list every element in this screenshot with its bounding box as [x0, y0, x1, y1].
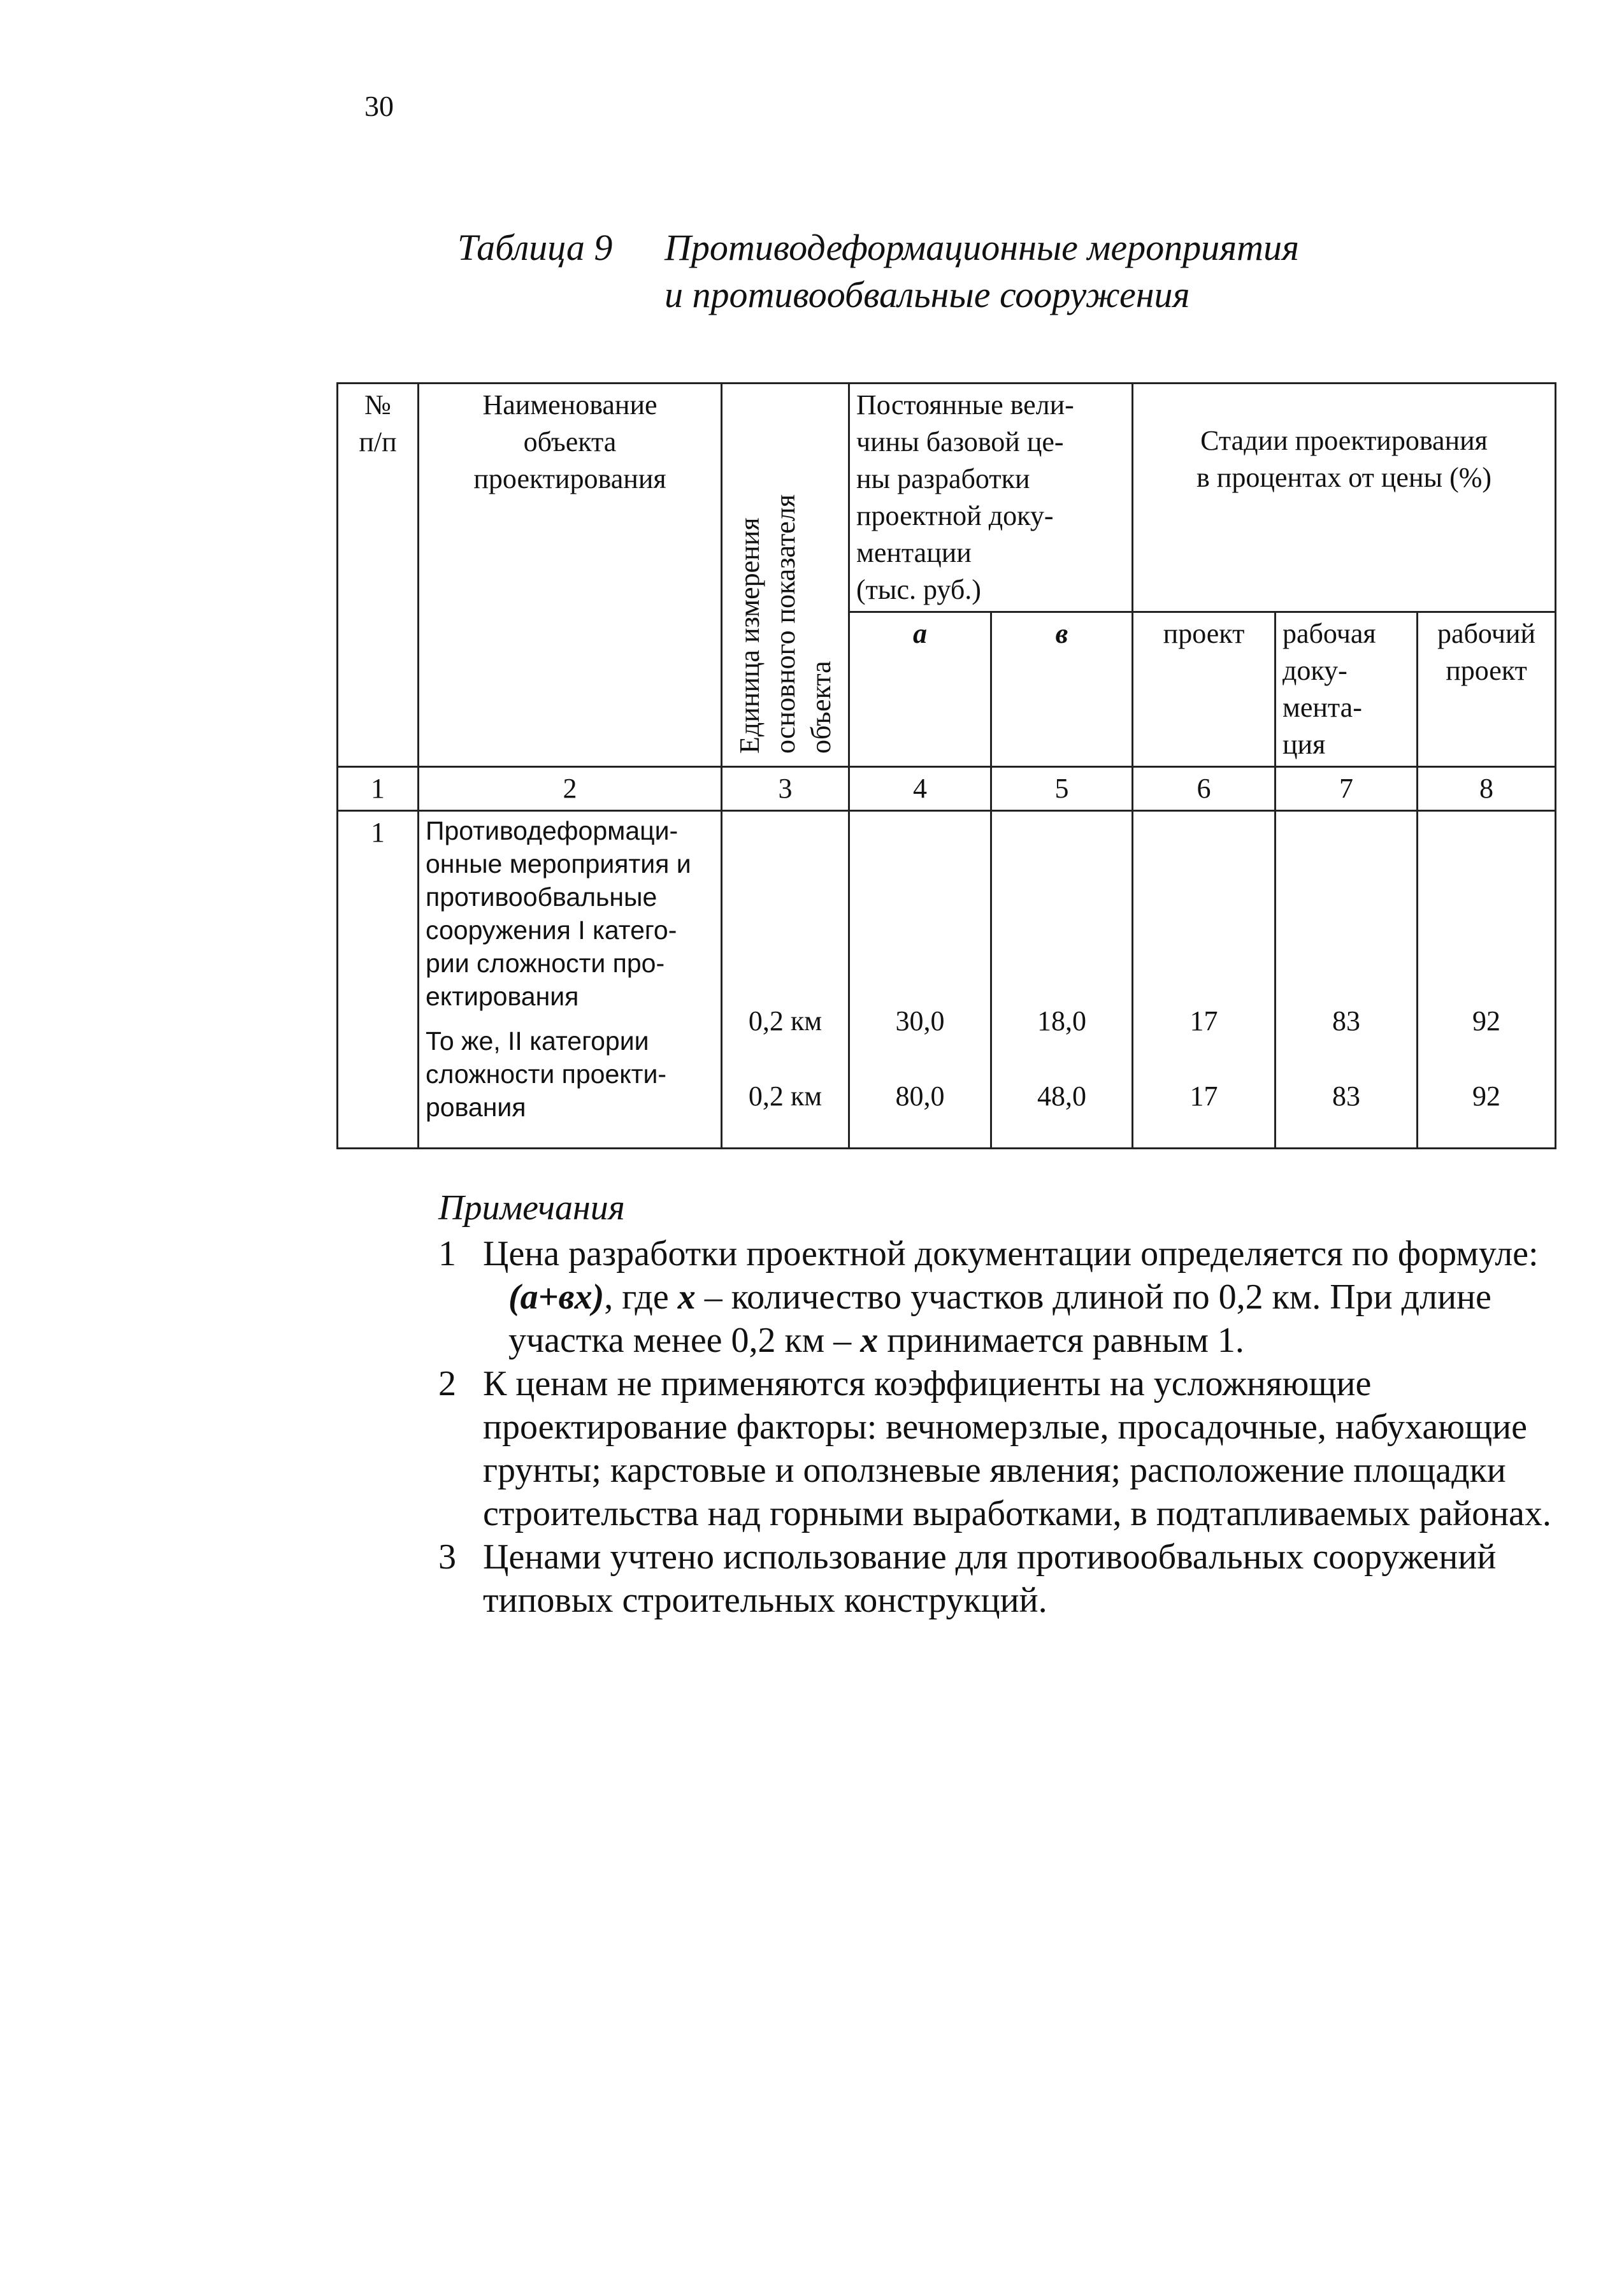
formula-expression: (а+вх) [508, 1277, 605, 1317]
row-object-names [419, 811, 722, 1149]
col-number-6: 6 [1133, 767, 1275, 811]
header-working-project: рабочий проект [1418, 612, 1556, 767]
table-label: Таблица 9 [457, 227, 613, 268]
formula-where: , где [604, 1277, 669, 1317]
note-2 [438, 1362, 1560, 1535]
row-working-project [1418, 811, 1556, 1149]
header-row-1 [338, 384, 1556, 612]
col-number-7: 7 [1275, 767, 1418, 811]
note-1-text: Цена разработки проектной документации определяется по формуле: [483, 1234, 1539, 1274]
formula-description: – количество участков длиной по 0,2 км. При длине участка менее 0,2 км – [508, 1277, 1491, 1360]
page-number: 30 [364, 90, 394, 122]
project-category-2: 17 [1189, 1080, 1218, 1112]
object-name-category-1: Противодеформаци- онные мероприятия и противообвальные сооружения I катего- рии сложности про- ектирования [426, 816, 691, 1011]
row-b [991, 811, 1133, 1149]
b-category-2: 48,0 [1037, 1080, 1086, 1112]
header-design-stages: Стадии проектирования в процентах от цены (%) [1133, 384, 1556, 612]
title-line-2: и противообвальные сооружения [665, 274, 1190, 315]
col-number-2: 2 [419, 767, 722, 811]
notes-title: Примечания [438, 1188, 625, 1228]
unit-category-1: 0,2 км [748, 1005, 823, 1037]
note-3-number: 3 [438, 1537, 456, 1577]
column-numbers-row [338, 767, 1556, 811]
header-number: № п/п [338, 384, 419, 767]
working-docs-category-2: 83 [1332, 1080, 1360, 1112]
note-2-text: К ценам не применяются коэффициенты на усложняющие проектирование факторы: вечномерзлые, просадочные, набухающие грунты; карстовые и оползневые явления; расположение площадки строительства над горными выработками, в подтапливаемых районах. [483, 1364, 1551, 1533]
col-number-1: 1 [338, 767, 419, 811]
header-a: а [849, 612, 991, 767]
title-line-1: Противодеформационные мероприятия [665, 227, 1299, 268]
header-object-name: Наименование объекта проектирования [419, 384, 722, 767]
table-row [338, 811, 1556, 1149]
col-number-4: 4 [849, 767, 991, 811]
working-docs-category-1: 83 [1332, 1005, 1360, 1037]
formula-x-2: х [860, 1321, 879, 1360]
col-number-5: 5 [991, 767, 1133, 811]
header-working-docs: рабочая доку- мента- ция [1275, 612, 1418, 767]
note-3 [438, 1535, 1560, 1622]
row-unit [722, 811, 849, 1149]
note-2-number: 2 [438, 1364, 456, 1403]
working-project-category-1: 92 [1472, 1005, 1501, 1037]
notes-section [438, 1186, 1560, 1622]
row-working-docs [1275, 811, 1418, 1149]
header-unit [722, 384, 849, 767]
col-number-8: 8 [1418, 767, 1556, 811]
note-1-number: 1 [438, 1234, 456, 1274]
row-a [849, 811, 991, 1149]
formula-x: х [677, 1277, 696, 1317]
header-base-price: Постоянные вели- чины базовой це- ны разработки проектной доку- ментации (тыс. руб.) [849, 384, 1133, 612]
note-1-formula [438, 1275, 1560, 1362]
project-category-1: 17 [1189, 1005, 1218, 1037]
working-project-category-2: 92 [1472, 1080, 1501, 1112]
price-table [336, 382, 1556, 1149]
header-unit-text: Единица измерения основного показателя объекта [733, 494, 837, 754]
note-1 [438, 1232, 1560, 1275]
col-number-3: 3 [722, 767, 849, 811]
unit-category-2: 0,2 км [748, 1080, 823, 1112]
header-b: в [991, 612, 1133, 767]
table-title [457, 224, 1299, 319]
header-project: проект [1133, 612, 1275, 767]
row-project [1133, 811, 1275, 1149]
formula-end: принимается равным 1. [878, 1321, 1244, 1360]
b-category-1: 18,0 [1037, 1005, 1086, 1037]
a-category-1: 30,0 [895, 1005, 945, 1037]
row-number: 1 [338, 811, 419, 1149]
a-category-2: 80,0 [895, 1080, 945, 1112]
object-name-category-2: То же, II категории сложности проекти- рования [426, 1026, 667, 1122]
note-3-text: Ценами учтено использование для противообвальных сооружений типовых строительных конструкций. [483, 1537, 1497, 1620]
